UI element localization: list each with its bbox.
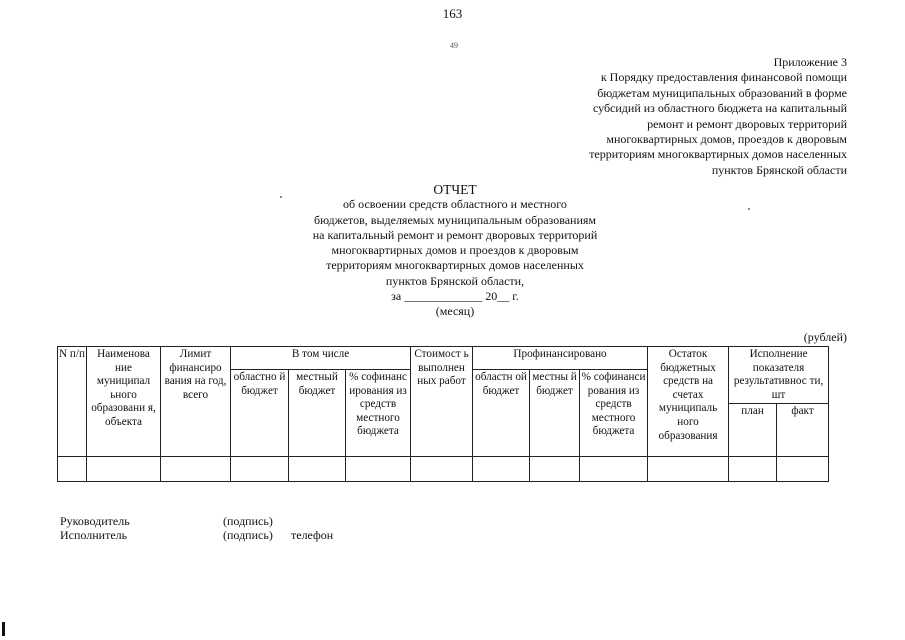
appendix-line: бюджетам муниципальных образований в форме xyxy=(597,85,847,100)
scan-speck xyxy=(280,196,282,198)
header-execution: Исполнение показателя результативнос ти, шт xyxy=(729,347,829,404)
header-fin-cofinancing: % софинанси рования из средств местного бюджета xyxy=(580,370,648,457)
table-cell xyxy=(87,457,161,482)
table-cell xyxy=(580,457,648,482)
header-inc-regional: областно й бюджет xyxy=(231,370,289,457)
header-including: В том числе xyxy=(231,347,411,370)
header-remainder: Остаток бюджетных средств на счетах муниципаль ного образования xyxy=(648,347,729,457)
phone-label: телефон xyxy=(291,528,334,542)
units-label: (рублей) xyxy=(803,330,847,344)
scan-speck xyxy=(748,208,750,210)
header-number: N п/п xyxy=(58,347,87,457)
header-object-name: Наименова ние муниципал ьного образовани я, объекта xyxy=(87,347,161,457)
header-exec-fact: факт xyxy=(777,404,829,457)
table-cell xyxy=(648,457,729,482)
executor-label: Исполнитель xyxy=(60,528,128,542)
stamp-number: 49 xyxy=(450,41,458,50)
header-fin-local: местны й бюджет xyxy=(530,370,580,457)
page-number: 163 xyxy=(442,6,463,21)
appendix-block xyxy=(467,55,847,178)
header-exec-plan: план xyxy=(729,404,777,457)
header-inc-local: местный бюджет xyxy=(289,370,346,457)
scan-edge-mark xyxy=(2,622,5,636)
report-heading xyxy=(250,182,660,320)
report-subtitle-line: об освоении средств областного и местного xyxy=(343,197,567,212)
table-cell xyxy=(473,457,530,482)
table-cell xyxy=(411,457,473,482)
report-subtitle-line: на капитальный ремонт и ремонт дворовых территорий xyxy=(312,227,598,242)
appendix-line: субсидий из областного бюджета на капитальный xyxy=(592,101,847,116)
table-row xyxy=(58,457,829,482)
report-subtitle-line: бюджетов, выделяемых муниципальным образованиям xyxy=(314,212,596,227)
table-cell xyxy=(777,457,829,482)
report-subtitle-line: пунктов Брянской области, xyxy=(385,273,525,288)
table-cell xyxy=(58,457,87,482)
table-cell xyxy=(289,457,346,482)
header-financed: Профинансировано xyxy=(473,347,648,370)
report-title: ОТЧЕТ xyxy=(433,182,477,197)
appendix-line: пунктов Брянской области xyxy=(711,162,847,177)
report-period-caption: (месяц) xyxy=(435,304,475,319)
table-cell xyxy=(231,457,289,482)
executor-signature: (подпись) xyxy=(223,528,273,542)
table-cell xyxy=(161,457,231,482)
appendix-line: Приложение 3 xyxy=(773,55,847,69)
head-signature: (подпись) xyxy=(223,514,273,528)
appendix-line: к Порядку предоставления финансовой помощи xyxy=(600,70,847,85)
head-label: Руководитель xyxy=(60,514,130,528)
header-fin-regional: областн ой бюджет xyxy=(473,370,530,457)
appendix-line: ремонт и ремонт дворовых территорий xyxy=(647,116,847,131)
report-subtitle-line: территориям многоквартирных домов населенных xyxy=(326,258,584,273)
appendix-line: многоквартирных домов, проездов к дворовым xyxy=(606,132,847,147)
table-cell xyxy=(346,457,411,482)
report-period: за _____________ 20__ г. xyxy=(391,289,519,304)
header-funding-limit: Лимит финансиро вания на год, всего xyxy=(161,347,231,457)
table-cell xyxy=(729,457,777,482)
report-subtitle-line: многоквартирных домов и проездов к дворовым xyxy=(331,243,579,258)
appendix-line: территориям многоквартирных домов населенных xyxy=(589,147,847,162)
header-works-cost: Стоимост ь выполнен ных работ xyxy=(411,347,473,457)
table-cell xyxy=(530,457,580,482)
header-inc-cofinancing: % софинанс ирования из средств местного бюджета xyxy=(346,370,411,457)
report-table xyxy=(57,346,829,482)
